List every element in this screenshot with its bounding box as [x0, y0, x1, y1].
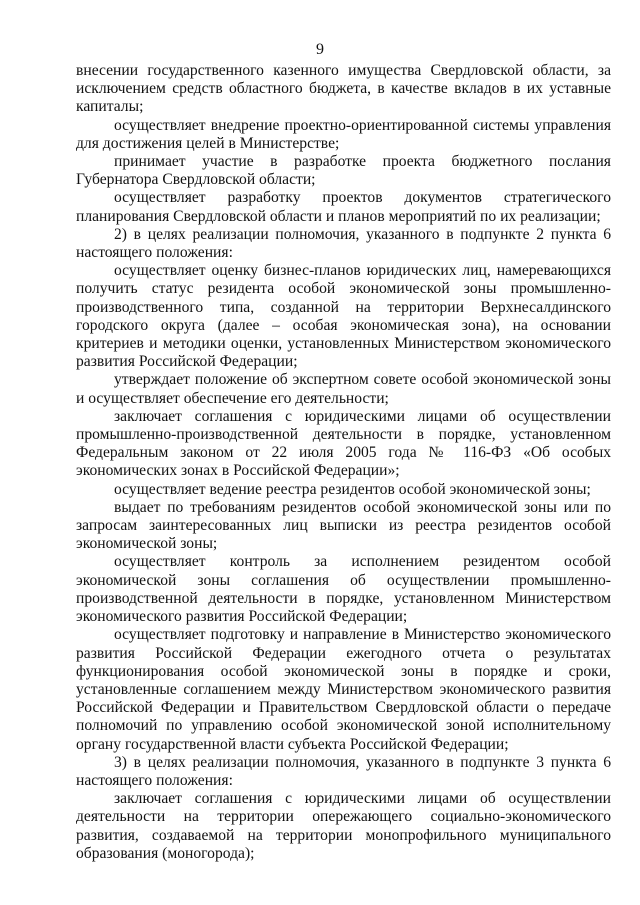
document-body: [76, 62, 611, 863]
paragraph: утверждает положение об экспертном совете особой экономической зоны и осуществляет обеспечение его деятельности;: [76, 371, 611, 407]
paragraph: осуществляет внедрение проектно-ориентированной системы управления для достижения целей в Министерстве;: [76, 116, 611, 152]
paragraph: осуществляет контроль за исполнением резидентом особой экономической зоны соглашения об осуществлении промышленно-производственной деятельности в порядке, установленном Министерством экономического развития Российской Федерации;: [76, 553, 611, 626]
page-number: 9: [316, 41, 324, 58]
paragraph: осуществляет разработку проектов документов стратегического планирования Свердловской области и планов мероприятий по их реализации;: [76, 189, 611, 225]
paragraph: осуществляет ведение реестра резидентов особой экономической зоны;: [114, 480, 591, 498]
paragraph: осуществляет подготовку и направление в Министерство экономического развития Российской Федерации ежегодного отчета о результатах функционирования особой экономической зоны в порядке и сроки, установленные соглашением между Министерством экономического развития Российской Федерации и Правительством Свердловской области о передаче полномочий по управлению особой экономической зоной исполнительному органу государственной власти субъекта Российской Федерации;: [76, 626, 611, 753]
paragraph: осуществляет оценку бизнес-планов юридических лиц, намеревающихся получить статус резидента особой экономической зоны промышленно-производственного типа, созданной на территории Верхнесалдинского городского округа (далее – особая экономическая зона), на основании критериев и методики оценки, установленных Министерством экономического развития Российской Федерации;: [76, 262, 611, 371]
numbered-item-2: 2) в целях реализации полномочия, указанного в подпункте 2 пункта 6 настоящего положения:: [76, 225, 611, 262]
paragraph: принимает участие в разработке проекта бюджетного послания Губернатора Свердловской области;: [76, 153, 611, 189]
paragraph: выдает по требованиям резидентов особой экономической зоны или по запросам заинтересованных лиц выписки из реестра резидентов особой экономической зоны;: [76, 498, 611, 553]
paragraph: заключает соглашения с юридическими лицами об осуществлении промышленно-производственной деятельности в порядке, установленном Федеральным законом от 22 июля 2005 года № 116-ФЗ «Об особых экономических зонах в Российской Федерации»;: [76, 407, 611, 480]
paragraph: заключает соглашения с юридическими лицами об осуществлении деятельности на территории опережающего социально-экономического развития, создаваемой на территории монопрофильного муниципального образования (моногорода);: [76, 790, 611, 862]
numbered-item-3: 3) в целях реализации полномочия, указанного в подпункте 3 пункта 6 настоящего положения:: [76, 753, 611, 789]
paragraph-continuation: внесении государственного казенного имущества Свердловской области, за исключением средств областного бюджета, в качестве вкладов в их уставные капиталы;: [76, 62, 611, 116]
